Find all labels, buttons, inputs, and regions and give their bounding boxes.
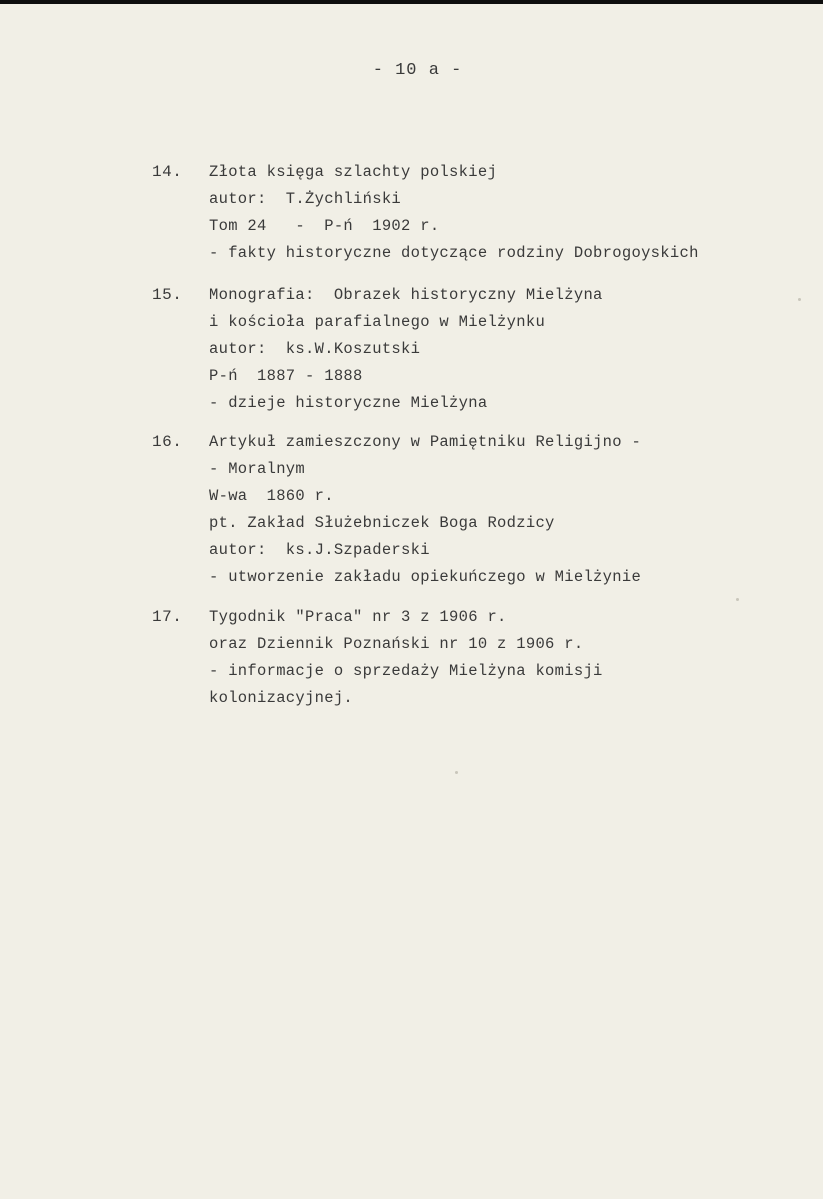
entry-title-continued: oraz Dziennik Poznański nr 10 z 1906 r. (209, 635, 584, 653)
entry-title: Złota księga szlachty polskiej (209, 163, 498, 181)
paper-speck (455, 771, 458, 774)
paper-speck (798, 298, 801, 301)
paper-speck (736, 598, 739, 601)
page-number: - 10 a - (372, 61, 463, 80)
entry-publication: W-wa 1860 r. (209, 487, 334, 505)
entry-publication: Tom 24 - P-ń 1902 r. (209, 217, 440, 235)
entry-note: - fakty historyczne dotyczące rodziny Dobrogoyskich (209, 244, 699, 262)
entry-text (209, 604, 809, 712)
scan-top-edge (0, 0, 823, 4)
entry-number: 15. (152, 286, 183, 304)
entry-note: - utworzenie zakładu opiekuńczego w Mielżynie (209, 568, 642, 586)
entry-title-continued: i kościoła parafialnego w Mielżynku (209, 313, 546, 331)
entry-text (209, 282, 809, 417)
entry-number: 14. (152, 163, 183, 181)
entry-article-title: pt. Zakład Służebniczek Boga Rodzicy (209, 514, 555, 532)
entry-publication: P-ń 1887 - 1888 (209, 367, 363, 385)
entry-note: - informacje o sprzedaży Mielżyna komisji (209, 662, 603, 680)
entry-number: 17. (152, 608, 183, 626)
entry-text (209, 429, 809, 591)
entry-author: autor: ks.J.Szpaderski (209, 541, 430, 559)
entry-note-continued: kolonizacyjnej. (209, 689, 354, 707)
entry-title: Tygodnik "Praca" nr 3 z 1906 r. (209, 608, 507, 626)
entry-author: autor: T.Żychliński (209, 190, 402, 208)
entry-title: Artykuł zamieszczony w Pamiętniku Religijno - (209, 433, 642, 451)
entry-author: autor: ks.W.Koszutski (209, 340, 421, 358)
entry-title: Monografia: Obrazek historyczny Mielżyna (209, 286, 603, 304)
entry-note: - dzieje historyczne Mielżyna (209, 394, 488, 412)
entry-title-continued: - Moralnym (209, 460, 306, 478)
entry-number: 16. (152, 433, 183, 451)
entry-text (209, 159, 809, 267)
